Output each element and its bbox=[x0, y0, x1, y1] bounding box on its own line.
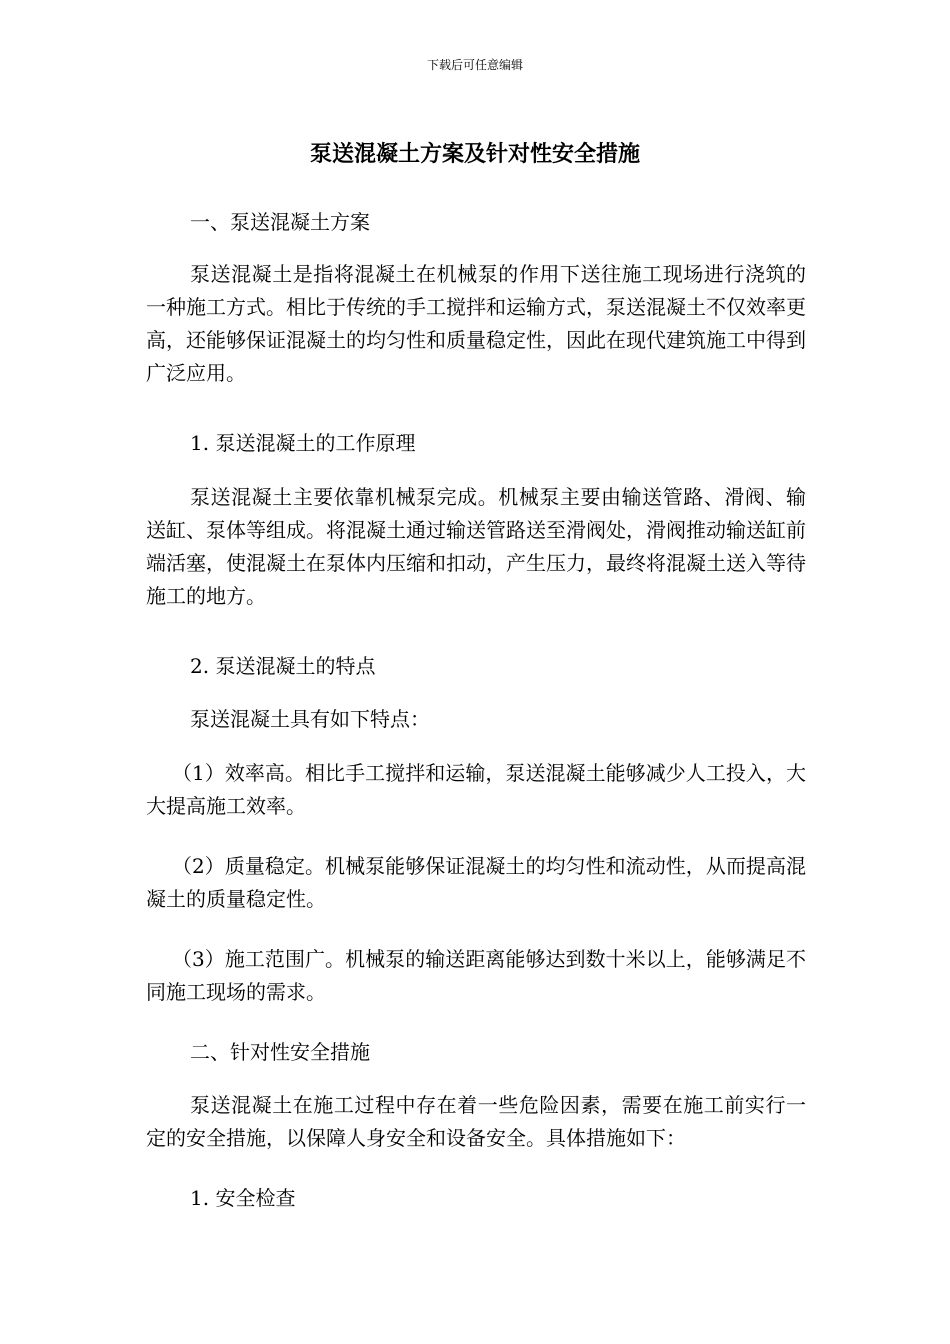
feature-item: （2）质量稳定。机械泵能够保证混凝土的均匀性和流动性，从而提高混凝土的质量稳定性。 bbox=[146, 854, 806, 911]
section1-intro-paragraph: 泵送混凝土是指将混凝土在机械泵的作用下送往施工现场进行浇筑的一种施工方式。相比于传统的手工搅拌和运输方式，泵送混凝土不仅效率更高，还能够保证混凝土的均匀性和质量稳定性，因此在现代建筑施工中得到广泛应用。 bbox=[146, 262, 806, 385]
section1-sub2-intro: 泵送混凝土具有如下特点： bbox=[190, 707, 430, 731]
section2-heading: 二、针对性安全措施 bbox=[190, 1040, 370, 1064]
feature-item: （1）效率高。相比手工搅拌和运输，泵送混凝土能够减少人工投入，大大提高施工效率。 bbox=[146, 761, 806, 818]
section1-sub1-heading: 1. 泵送混凝土的工作原理 bbox=[190, 431, 416, 455]
document-title: 泵送混凝土方案及针对性安全措施 bbox=[309, 142, 640, 167]
section1-sub1-paragraph: 泵送混凝土主要依靠机械泵完成。机械泵主要由输送管路、滑阀、输送缸、泵体等组成。将混凝土通过输送管路送至滑阀处，滑阀推动输送缸前端活塞，使混凝土在泵体内压缩和扣动，产生压力，最终将混凝土送入等待施工的地方。 bbox=[146, 485, 806, 608]
section1-heading: 一、泵送混凝土方案 bbox=[190, 210, 370, 234]
section2-sub1-heading: 1. 安全检查 bbox=[190, 1186, 296, 1210]
section2-intro-paragraph: 泵送混凝土在施工过程中存在着一些危险因素，需要在施工前实行一定的安全措施，以保障人身安全和设备安全。具体措施如下： bbox=[146, 1093, 806, 1150]
section1-sub2-heading: 2. 泵送混凝土的特点 bbox=[190, 654, 376, 678]
header-note: 下载后可任意编辑 bbox=[426, 58, 523, 72]
feature-item: （3）施工范围广。机械泵的输送距离能够达到数十米以上，能够满足不同施工现场的需求。 bbox=[146, 947, 806, 1004]
